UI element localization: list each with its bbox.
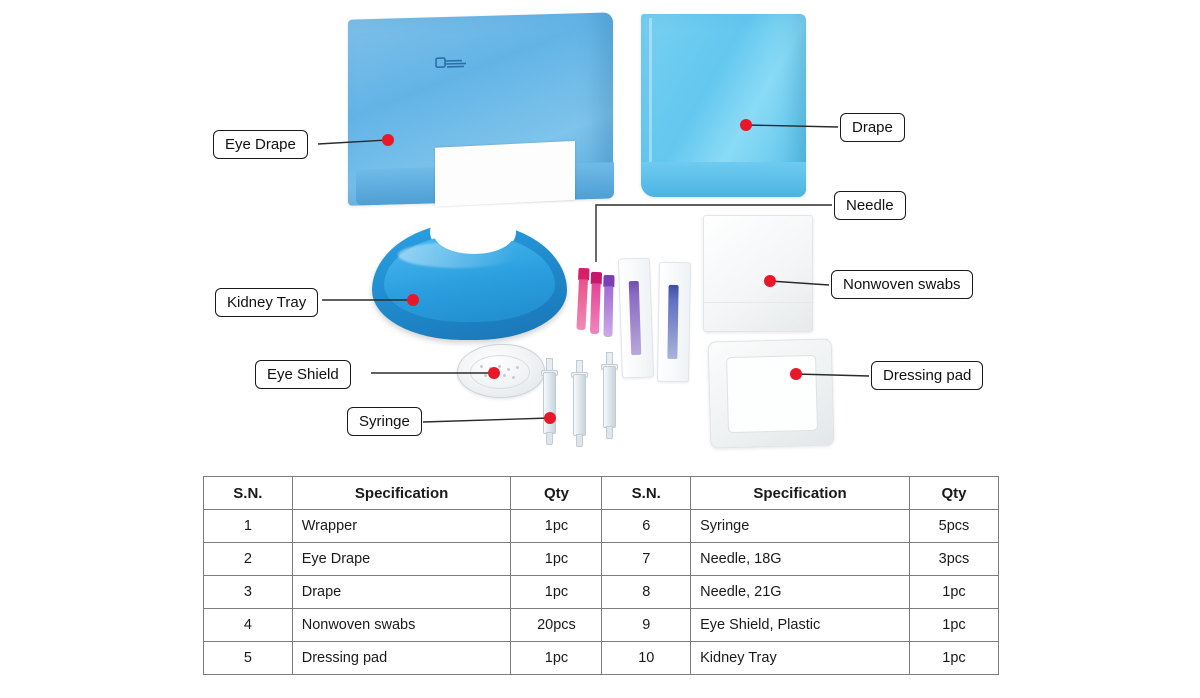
- callout-label: Eye Drape: [225, 136, 296, 153]
- callout-nonwoven-swabs[interactable]: [831, 270, 973, 299]
- cell-sn-left: 2: [204, 543, 293, 576]
- kidney-tray-highlight: [398, 242, 518, 268]
- cell-spec-left: Eye Drape: [292, 543, 511, 576]
- callout-kidney-tray[interactable]: [215, 288, 318, 317]
- cell-qty-right: 3pcs: [909, 543, 998, 576]
- callout-needle[interactable]: [834, 191, 906, 220]
- product-needle-purple-1: [602, 275, 614, 337]
- cell-sn-left: 1: [204, 510, 293, 543]
- cell-sn-right: 10: [602, 642, 691, 675]
- dressing-pad-inner: [726, 355, 818, 433]
- cell-spec-left: Nonwoven swabs: [292, 609, 511, 642]
- cell-sn-right: 8: [602, 576, 691, 609]
- callout-label: Eye Shield: [267, 366, 339, 383]
- product-kidney-tray: [372, 222, 567, 340]
- cell-sn-left: 4: [204, 609, 293, 642]
- cell-spec-right: Needle, 18G: [691, 543, 910, 576]
- cell-sn-left: 3: [204, 576, 293, 609]
- header-spec-left: Specification: [292, 477, 511, 510]
- table-row: [204, 576, 999, 609]
- cell-spec-right: Needle, 21G: [691, 576, 910, 609]
- needle-in-pack: [667, 285, 678, 359]
- cell-spec-left: Drape: [292, 576, 511, 609]
- product-drape: [641, 14, 806, 197]
- header-spec-right: Specification: [691, 477, 910, 510]
- cell-spec-left: Wrapper: [292, 510, 511, 543]
- product-needle-packaged-2: [657, 262, 691, 383]
- cell-qty-right: 1pc: [909, 609, 998, 642]
- cell-qty-right: 1pc: [909, 642, 998, 675]
- callout-syringe[interactable]: [347, 407, 422, 436]
- cell-spec-right: Eye Shield, Plastic: [691, 609, 910, 642]
- cell-qty-left: 20pcs: [511, 609, 602, 642]
- drape-fold: [649, 18, 652, 194]
- callout-label: Drape: [852, 119, 893, 136]
- cell-spec-right: Kidney Tray: [691, 642, 910, 675]
- header-qty-left: Qty: [511, 477, 602, 510]
- callout-eye-shield[interactable]: [255, 360, 351, 389]
- table-row: [204, 543, 999, 576]
- callout-dressing-pad[interactable]: [871, 361, 983, 390]
- product-needle-pink-2: [589, 272, 602, 334]
- table-header-row: [204, 477, 999, 510]
- cell-qty-left: 1pc: [511, 642, 602, 675]
- needle-in-pack: [629, 281, 642, 355]
- table-row: [204, 609, 999, 642]
- eye-shield-perforations: [480, 365, 520, 379]
- callout-label: Syringe: [359, 413, 410, 430]
- callout-drape[interactable]: [840, 113, 905, 142]
- specification-table: [203, 476, 999, 675]
- callout-eye-drape[interactable]: [213, 130, 308, 159]
- product-dressing-pad: [708, 338, 835, 448]
- cell-sn-right: 9: [602, 609, 691, 642]
- product-needle-pink-1: [575, 268, 589, 330]
- header-sn-right: S.N.: [602, 477, 691, 510]
- cell-sn-right: 7: [602, 543, 691, 576]
- cell-qty-right: 1pc: [909, 576, 998, 609]
- cell-qty-left: 1pc: [511, 510, 602, 543]
- product-needle-packaged-1: [618, 257, 654, 378]
- cell-qty-left: 1pc: [511, 543, 602, 576]
- product-syringe-1: [541, 358, 556, 443]
- table-row: [204, 510, 999, 543]
- product-eye-shield: [457, 344, 545, 398]
- callout-label: Nonwoven swabs: [843, 276, 961, 293]
- specification-table-wrapper: [203, 476, 999, 675]
- cell-qty-right: 5pcs: [909, 510, 998, 543]
- product-nonwoven-swabs: [703, 215, 813, 332]
- table-row: [204, 642, 999, 675]
- cell-spec-left: Dressing pad: [292, 642, 511, 675]
- callout-label: Needle: [846, 197, 894, 214]
- cell-sn-left: 5: [204, 642, 293, 675]
- cell-sn-right: 6: [602, 510, 691, 543]
- callout-label: Dressing pad: [883, 367, 972, 384]
- header-sn-left: S.N.: [204, 477, 293, 510]
- product-syringe-3: [601, 352, 616, 437]
- eye-drape-fenestration: [435, 141, 575, 207]
- header-qty-right: Qty: [909, 477, 998, 510]
- cell-spec-right: Syringe: [691, 510, 910, 543]
- cell-qty-left: 1pc: [511, 576, 602, 609]
- product-syringe-2: [571, 360, 586, 445]
- product-eye-drape: [348, 12, 613, 205]
- eye-drape-logo-icon: [434, 49, 474, 76]
- callout-label: Kidney Tray: [227, 294, 307, 311]
